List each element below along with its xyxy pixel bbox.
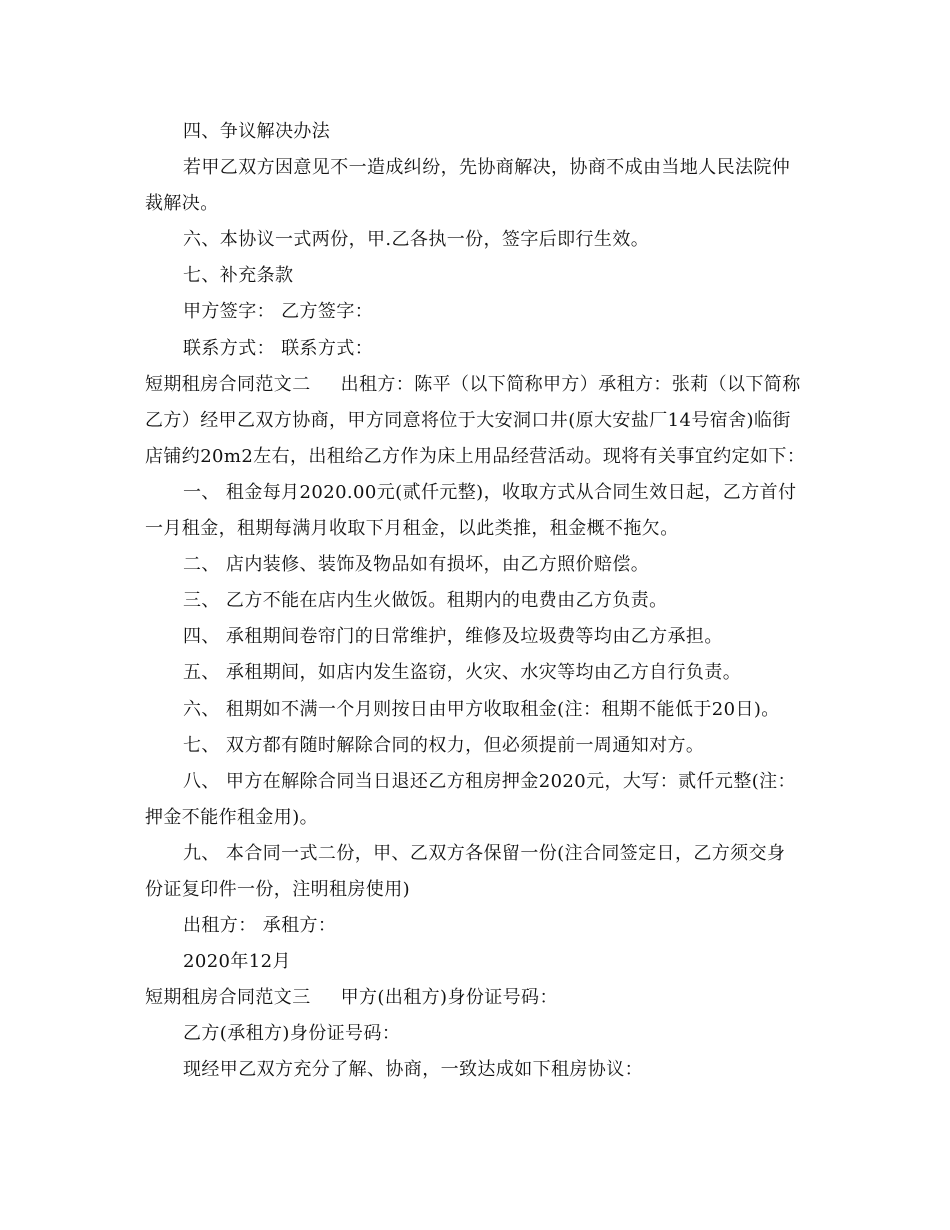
document-body bbox=[145, 114, 810, 1089]
clause-line: 九、 本合同一式二份，甲、乙双方各保留一份(注合同签定日，乙方须交身 bbox=[183, 842, 786, 864]
section-heading-supplement: 七、补充条款 bbox=[183, 265, 294, 287]
clause-line: 一月租金，租期每满月收取下月租金，以此类推，租金概不拖欠。 bbox=[145, 518, 679, 540]
contact-line: 联系方式： 联系方式： bbox=[183, 337, 374, 359]
paragraph-line: 若甲乙双方因意见不一造成纠纷，先协商解决，协商不成由当地人民法院仲 bbox=[183, 157, 791, 179]
contract-three-title: 短期租房合同范文三 bbox=[145, 987, 311, 1009]
signature-line: 出租方： 承租方： bbox=[183, 915, 337, 937]
paragraph-line: 店铺约20m2左右，出租给乙方作为床上用品经营活动。现将有关事宜约定如下： bbox=[145, 445, 806, 467]
contract-three-heading-line: 短期租房合同范文三 甲方(出租方)身份证号码： bbox=[145, 987, 558, 1009]
signature-line: 甲方签字： 乙方签字： bbox=[183, 301, 374, 323]
clause-line: 份证复印件一份，注明租房使用) bbox=[145, 878, 411, 900]
paragraph-line: 现经甲乙双方充分了解、协商，一致达成如下租房协议： bbox=[183, 1059, 643, 1081]
clause-line: 八、 甲方在解除合同当日退还乙方租房押金2020元，大写：贰仟元整(注： bbox=[183, 770, 796, 792]
clause-line: 三、 乙方不能在店内生火做饭。租期内的电费由乙方负责。 bbox=[183, 590, 668, 612]
clause-line: 五、 承租期间，如店内发生盗窃，火灾、水灾等均由乙方自行负责。 bbox=[183, 662, 742, 684]
contract-two-title: 短期租房合同范文二 bbox=[145, 373, 311, 395]
clause-line: 四、 承租期间卷帘门的日常维护，维修及垃圾费等均由乙方承担。 bbox=[183, 626, 723, 648]
clause-line: 六、 租期如不满一个月则按日由甲方收取租金(注：租期不能低于20日)。 bbox=[183, 698, 780, 720]
clause-line: 七、 双方都有随时解除合同的权力，但必须提前一周通知对方。 bbox=[183, 734, 705, 756]
id-number-line: 乙方(承租方)身份证号码： bbox=[183, 1023, 401, 1045]
contract-two-heading-line: 短期租房合同范文二 出租方：陈平（以下简称甲方）承租方：张莉（以下简称 bbox=[145, 373, 801, 395]
paragraph-line: 裁解决。 bbox=[145, 193, 219, 215]
clause-line: 二、 店内装修、装饰及物品如有损坏，由乙方照价赔偿。 bbox=[183, 554, 650, 576]
section-heading-dispute: 四、争议解决办法 bbox=[183, 121, 331, 142]
clause-line: 押金不能作租金用)。 bbox=[145, 806, 319, 828]
clause-line: 一、 租金每月2020.00元(贰仟元整)，收取方式从合同生效日起，乙方首付 bbox=[183, 481, 797, 503]
paragraph-line: 六、本协议一式两份，甲.乙各执一份，签字后即行生效。 bbox=[183, 229, 650, 251]
date-line: 2020年12月 bbox=[183, 951, 291, 973]
paragraph-line: 乙方）经甲乙双方协商，甲方同意将位于大安洞口井(原大安盐厂14号宿舍)临街 bbox=[145, 409, 791, 431]
